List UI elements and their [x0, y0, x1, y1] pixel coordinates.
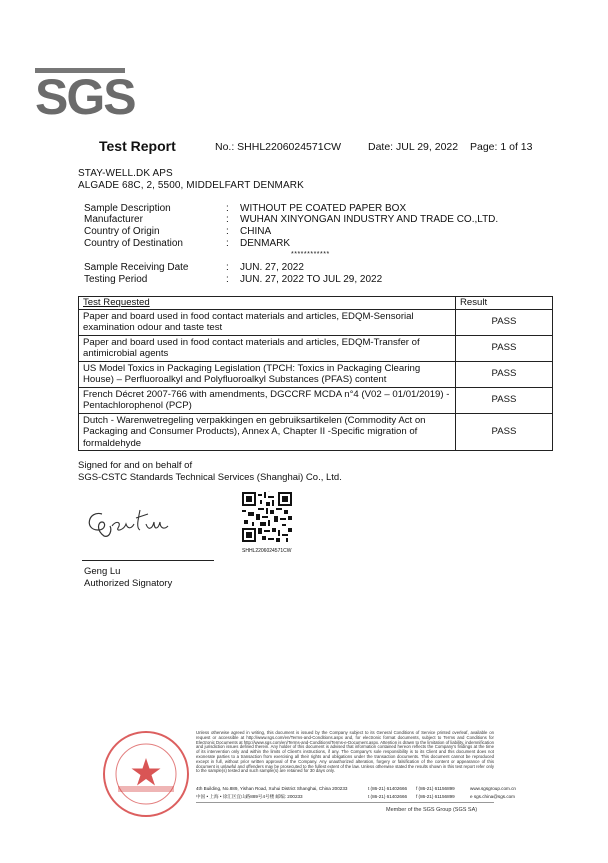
table-row: [79, 387, 553, 413]
table-row: [79, 361, 553, 387]
info-colon: :: [226, 203, 229, 214]
separator-stars: ************: [291, 251, 330, 258]
table-row: [79, 335, 553, 361]
test-name: Dutch - Warenwetregeling verpakkingen en gebruiksartikelen (Commodity Act on Packaging and Consumer Products), Annex A, Chapter II -Specific migration of formaldehyde: [79, 413, 456, 451]
fax-chinese: f (86-21) 61156899: [416, 794, 455, 799]
info-colon: :: [226, 274, 229, 285]
svg-text:SGS: SGS: [35, 72, 135, 120]
signed-line-2: SGS-CSTC Standards Technical Services (Shanghai) Co., Ltd.: [78, 472, 342, 483]
handwritten-signature: [82, 500, 177, 542]
address-english: 4th Building, No.889, Yishan Road, Xuhui District Shanghai, China 200233: [196, 786, 348, 791]
table-row: [79, 413, 553, 451]
info-label: Sample Description: [84, 203, 171, 214]
test-result: PASS: [456, 335, 553, 361]
test-result: PASS: [456, 361, 553, 387]
info-label: Country of Origin: [84, 226, 160, 237]
website: www.sgsgroup.com.cn: [470, 786, 516, 791]
footer-divider: [196, 802, 494, 803]
test-name: Paper and board used in food contact materials and articles, EDQM-Transfer of antimicrobial agents: [79, 335, 456, 361]
fax-english: f (86-21) 61156899: [416, 786, 455, 791]
column-header-result: Result: [456, 297, 553, 310]
table-header-row: [79, 297, 553, 310]
test-name: French Décret 2007-766 with amendments, DGCCRF MCDA n°4 (V02 – 01/01/2019) - Pentachlorophenol (PCP): [79, 387, 456, 413]
signatory-role: Authorized Signatory: [84, 578, 173, 589]
legal-disclaimer: Unless otherwise agreed in writing, this document is issued by the Company subject to its General Conditions of Service printed overleaf, available on request or accessible at http://www.sgs.com/en/Terms-and-Conditions.aspx and, for electronic format documents, subject to Terms and Conditions for Electronic Documents at http://www.sgs.com/en/Terms-and-Conditions/Terms-e-Document.aspx. Attention is drawn to the limitation of liability, indemnification and jurisdiction issues defined therein. Any holder of this document is advised that information contained hereon reflects the Company's findings at the time of its intervention only and within the limits of Client's instructions, if any. The Company's sole responsibility is to its Client and this document does not exonerate parties to a transaction from exercising all their rights and obligations under the transaction documents. This document cannot be reproduced except in full, without prior written approval of the Company. Any unauthorized alteration, forgery or falsification of the content or appearance of this document is unlawful and offenders may be prosecuted to the fullest extent of the law. Unless otherwise stated the results shown in this test report refer only to the sample(s) tested and such sample(s) are retained for 30 days only.: [196, 730, 494, 774]
test-name: Paper and board used in food contact materials and articles, EDQM-Sensorial examination odour and taste test: [79, 309, 456, 335]
telephone-english: t (86-21) 61402666: [368, 786, 408, 791]
info-colon: :: [226, 238, 229, 249]
info-value: WITHOUT PE COATED PAPER BOX: [240, 203, 407, 214]
info-value: CHINA: [240, 226, 272, 237]
info-value: DENMARK: [240, 238, 291, 249]
signatory: [84, 566, 172, 590]
table-row: [79, 309, 553, 335]
report-date: Date: JUL 29, 2022: [368, 141, 459, 153]
report-title: Test Report: [99, 138, 176, 154]
info-colon: :: [226, 214, 229, 225]
inspection-stamp: [100, 728, 192, 820]
info-colon: :: [226, 262, 229, 273]
test-name: US Model Toxics in Packaging Legislation (TPCH: Toxics in Packaging Clearing House) – Perfluoroalkyl and Polyfluoroalkyl Substances (PFAS) content: [79, 361, 456, 387]
test-results-table: [78, 296, 553, 451]
signed-on-behalf: [78, 460, 342, 484]
info-value: JUN. 27, 2022: [240, 262, 304, 273]
address-chinese: 中国 • 上海 • 徐汇区宜山路889号4号楼 邮编: 200233: [196, 794, 303, 799]
telephone-chinese: t (86-21) 61402666: [368, 794, 408, 799]
test-result: PASS: [456, 413, 553, 451]
signed-line-1: Signed for and on behalf of: [78, 460, 193, 471]
page-number: Page: 1 of 13: [470, 141, 533, 153]
info-label: Testing Period: [84, 274, 148, 285]
signature-line: [82, 560, 214, 561]
test-result: PASS: [456, 387, 553, 413]
test-result: PASS: [456, 309, 553, 335]
info-colon: :: [226, 226, 229, 237]
client-name: STAY-WELL.DK APS: [78, 168, 173, 179]
qr-code[interactable]: [242, 492, 292, 542]
sgs-membership: Member of the SGS Group (SGS SA): [386, 807, 478, 813]
info-label: Manufacturer: [84, 214, 143, 225]
qr-caption-bottom: SHHL2206024571CW: [242, 548, 292, 554]
info-value: WUHAN XINYONGAN INDUSTRY AND TRADE CO.,LTD.: [240, 214, 499, 225]
sgs-logo: [35, 72, 135, 120]
column-header-test-requested: Test Requested: [79, 297, 456, 310]
info-label: Country of Destination: [84, 238, 183, 249]
email: e sgs.china@sgs.com: [470, 794, 516, 799]
report-number: No.: SHHL2206024571CW: [215, 141, 342, 153]
signatory-name: Geng Lu: [84, 566, 121, 577]
client-address: ALGADE 68C, 2, 5500, MIDDELFART DENMARK: [78, 180, 304, 191]
info-value: JUN. 27, 2022 TO JUL 29, 2022: [240, 274, 383, 285]
info-label: Sample Receiving Date: [84, 262, 189, 273]
